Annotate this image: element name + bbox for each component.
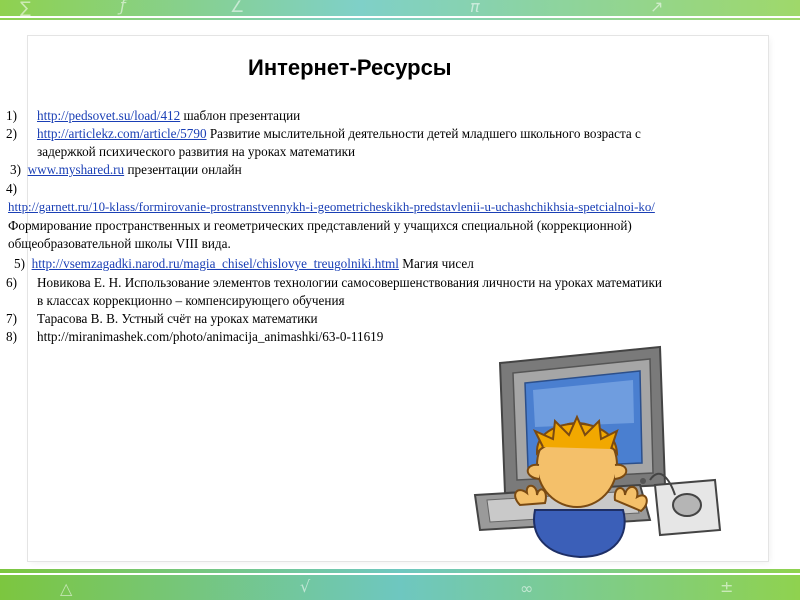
band-glyph-arrow: ↗ bbox=[650, 0, 664, 16]
band-glyph-pi: π bbox=[470, 0, 480, 16]
slide-title: Интернет-Ресурсы bbox=[248, 55, 452, 80]
list-item bbox=[6, 126, 17, 142]
list-item-content bbox=[8, 199, 655, 215]
band-glyph-sigma: ∑ bbox=[20, 0, 31, 17]
top-decorative-band bbox=[0, 0, 800, 20]
band-glyph-f: ƒ bbox=[120, 0, 126, 15]
reference-link[interactable]: http://articlekz.com/article/5790 bbox=[37, 126, 207, 141]
band-glyph-plus: ± bbox=[720, 577, 734, 596]
band-glyph-angle: ∠ bbox=[230, 0, 245, 16]
list-item bbox=[14, 256, 474, 272]
reference-link[interactable]: http://pedsovet.su/load/412 bbox=[37, 108, 181, 123]
band-glyph-sqrt: √ bbox=[300, 577, 311, 596]
item-number: 4) bbox=[6, 181, 17, 196]
item-text: Формирование пространственных и геометрических представлений у учащихся специальной (коррекционной) bbox=[8, 218, 632, 233]
item-number: 6) bbox=[6, 275, 17, 290]
list-item-content bbox=[37, 108, 300, 124]
band-glyph-triangle: △ bbox=[60, 579, 73, 598]
bottom-decorative-band bbox=[0, 569, 800, 600]
list-item bbox=[6, 275, 17, 291]
item-number: 8) bbox=[6, 329, 17, 344]
list-item bbox=[6, 311, 17, 327]
item-number: 7) bbox=[6, 311, 17, 326]
reference-link[interactable]: http://garnett.ru/10-klass/formirovanie-prostranstvennykh-i-geometricheskikh-predstavlenii-u-uchashchikhsia-spetcialnoi-ko/ bbox=[8, 200, 655, 214]
child-at-computer-illustration bbox=[465, 335, 725, 565]
item-number: 1) bbox=[6, 108, 17, 123]
band-glyph-degree: ∞ bbox=[520, 579, 534, 598]
item-text-continuation: задержкой психического развития на уроках математики bbox=[37, 144, 356, 159]
item-text: шаблон презентации bbox=[180, 108, 301, 123]
item-text-continuation: в классах коррекционно – компенсирующего обучения bbox=[37, 293, 345, 308]
reference-link[interactable]: www.myshared.ru bbox=[27, 162, 125, 177]
item-text: Тарасова В. В. Устный счёт на уроках математики bbox=[37, 311, 318, 326]
list-item-content bbox=[37, 126, 641, 142]
item-text-continuation: общеобразовательной школы VIII вида. bbox=[8, 236, 231, 251]
bottom-band-line bbox=[0, 573, 800, 575]
item-text: презентации онлайн bbox=[124, 162, 242, 177]
list-item bbox=[6, 108, 17, 124]
item-text: Новикова Е. Н. Использование элементов технологии самосовершенствования личности на уроках математики bbox=[37, 275, 662, 290]
item-text: http://miranimashek.com/photo/animacija_animashki/63-0-11619 bbox=[37, 329, 384, 344]
list-item bbox=[10, 162, 242, 178]
list-item bbox=[6, 329, 17, 345]
reference-link[interactable]: http://vsemzagadki.narod.ru/magia_chisel/chislovye_treugolniki.html bbox=[31, 256, 399, 271]
item-text: Развитие мыслительной деятельности детей младшего школьного возраста с bbox=[206, 126, 641, 141]
item-number: 3) bbox=[10, 162, 21, 177]
item-number: 5) bbox=[14, 256, 25, 271]
top-band-line bbox=[0, 16, 800, 18]
item-text: Магия чисел bbox=[398, 256, 474, 271]
item-number: 2) bbox=[6, 126, 17, 141]
